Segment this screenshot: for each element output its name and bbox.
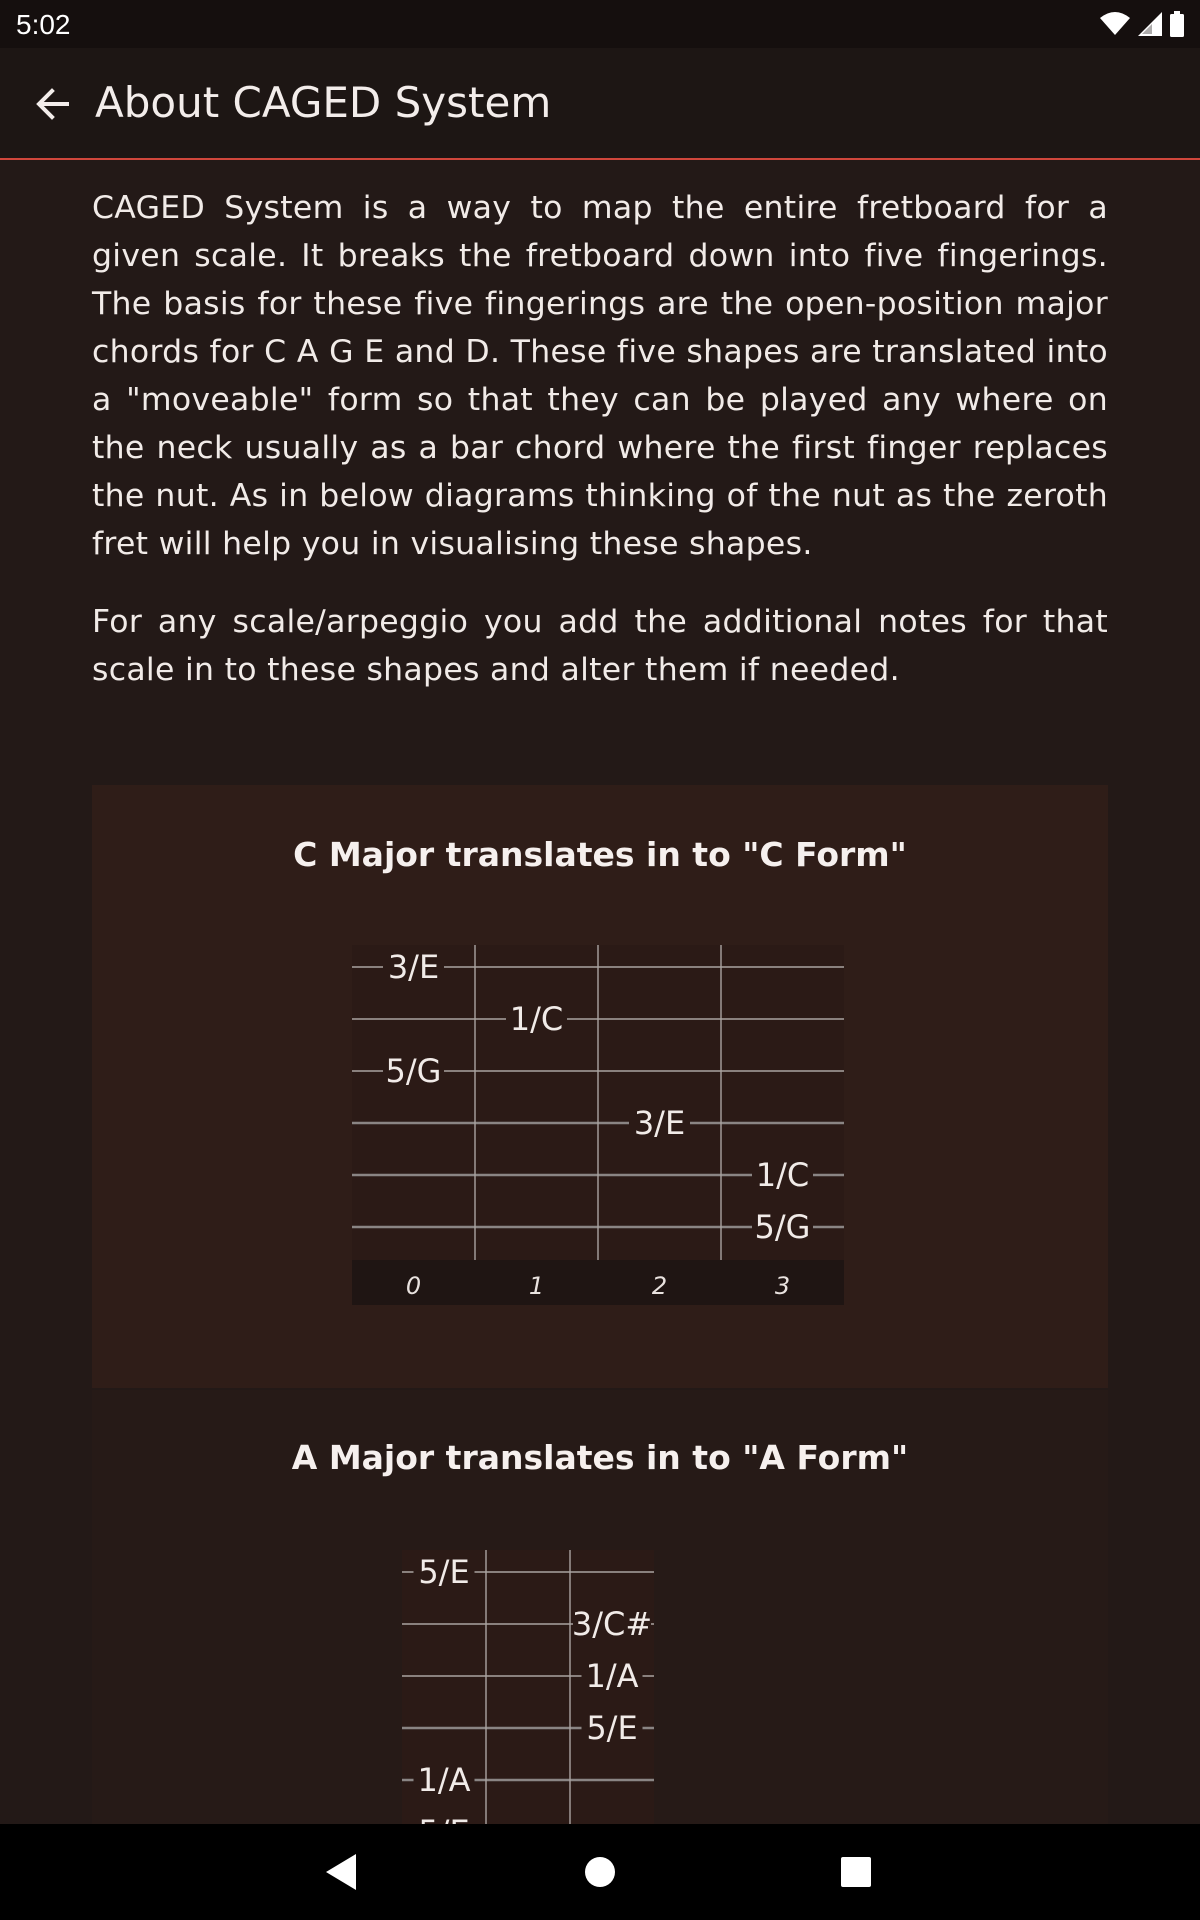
c-form-fretboard-diagram — [352, 945, 852, 1305]
c-form-title: C Major translates in to "C Form" — [293, 835, 907, 874]
fret-number-strip — [352, 1260, 844, 1305]
note-label: 5/E — [586, 1709, 638, 1747]
signal-icon — [1138, 12, 1162, 36]
fret-number: 1 — [528, 1272, 545, 1300]
intro-paragraph-scale: For any scale/arpeggio you add the additional notes for that scale in to these shapes and alter them if needed. — [92, 604, 1108, 688]
note-label: 3/E — [633, 1104, 686, 1142]
app-bar — [0, 48, 1200, 160]
c-form-card — [92, 785, 1108, 1388]
fret-number: 0 — [405, 1272, 422, 1300]
note-label: 5/E — [418, 1553, 470, 1591]
note-label: 1/A — [585, 1657, 639, 1695]
back-triangle-icon[interactable] — [316, 1846, 368, 1898]
battery-icon — [1170, 11, 1184, 37]
note-label: 1/C — [755, 1156, 810, 1194]
status-icons — [1100, 10, 1184, 38]
a-form-fretboard-diagram — [402, 1550, 660, 1830]
fret-number: 2 — [651, 1272, 668, 1300]
fret-number: 3 — [774, 1272, 791, 1300]
note-label: 3/C# — [571, 1605, 653, 1643]
arrow-back-icon — [35, 87, 69, 121]
recents-square-icon[interactable] — [830, 1846, 882, 1898]
a-form-card — [92, 1390, 1108, 1830]
status-time: 5:02 — [16, 9, 71, 40]
wifi-icon — [1100, 12, 1130, 36]
note-label: 5/G — [385, 1052, 442, 1090]
note-label: 1/A — [417, 1761, 471, 1799]
back-button[interactable] — [26, 78, 78, 130]
page-title: About CAGED System — [95, 78, 552, 127]
note-label: 1/C — [509, 1000, 564, 1038]
note-label: 5/G — [754, 1208, 811, 1246]
note-label: 3/E — [387, 948, 440, 986]
a-form-title: A Major translates in to "A Form" — [291, 1438, 909, 1477]
navigation-bar — [0, 1824, 1200, 1920]
intro-content — [92, 184, 1108, 694]
home-circle-icon[interactable] — [574, 1846, 626, 1898]
intro-paragraph: CAGED System is a way to map the entire fretboard for a given scale. It breaks the fretboard down into five fingerings. The basis for these five fingerings are the open-position major chords for C A G E and D. These five shapes are translated into a "moveable" form so that they can be played any where on the neck usually as a bar chord where the first finger replaces the nut. As in below diagrams thinking of the nut as the zeroth fret will help you in visualising these shapes. — [92, 190, 1108, 562]
status-bar — [0, 0, 1200, 48]
